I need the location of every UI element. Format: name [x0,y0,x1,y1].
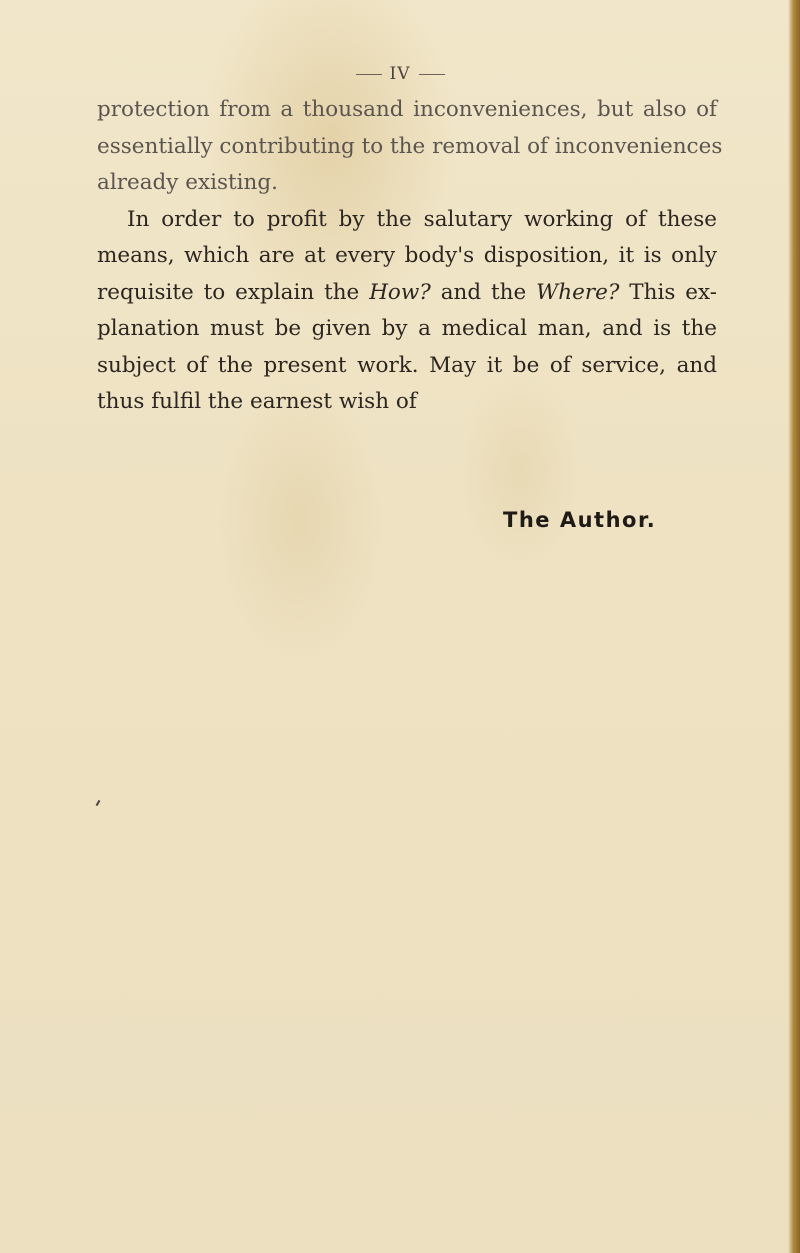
how-word: How? [369,279,431,305]
text-line-2: essentially contributing to the removal of inconveniences [97,133,723,159]
page-number: IV [389,64,411,84]
right-dash [419,74,445,75]
text-line-5: means, which are at every body's disposition, it is only [97,243,717,268]
text-line-7: planation must be given by a medical man, and is the [97,316,717,341]
page-edge [788,0,800,1253]
text-line-9: thus fulfil the earnest wish of [97,389,417,414]
ink-speck [96,800,101,806]
body-text [97,92,723,421]
text-line-6-a: requisite to explain the [97,279,370,305]
text-line-8: subject of the present work. May it be of service, and [97,352,717,378]
text-line-6-b: and the [430,279,537,305]
text-line-6 [97,275,717,312]
text-line-4: In order to profit by the salutary working of these [127,206,717,232]
text-line-6-c: This ex- [619,279,717,305]
text-line-3: already existing. [97,170,278,195]
left-dash [356,74,382,75]
signature: The Author. [503,508,657,532]
text-line-1: protection from a thousand inconveniences, but also of [97,97,717,122]
where-word: Where? [536,279,620,305]
running-head [0,64,800,84]
